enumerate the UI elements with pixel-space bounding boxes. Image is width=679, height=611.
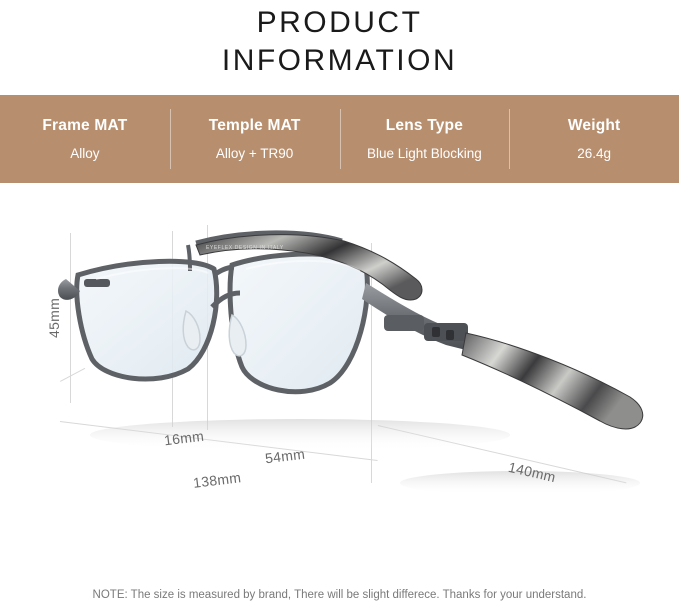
page-title bbox=[0, 0, 679, 79]
spec-cell-temple-mat bbox=[170, 95, 340, 183]
dimension-bridge: 16mm bbox=[163, 427, 205, 449]
dimension-height: 45mm bbox=[46, 297, 62, 338]
footer-note: NOTE: The size is measured by brand, There will be slight differece. Thanks for your understand. bbox=[92, 589, 587, 601]
spec-value: Alloy + TR90 bbox=[215, 146, 294, 161]
dimension-temple-length: 140mm bbox=[506, 458, 558, 486]
spec-label: Temple MAT bbox=[208, 117, 301, 134]
svg-text:EYEFLEX DESIGN IN ITALY: EYEFLEX DESIGN IN ITALY bbox=[206, 245, 284, 251]
spec-cell-weight bbox=[509, 95, 679, 183]
spec-value: Blue Light Blocking bbox=[366, 146, 482, 161]
product-photo-area bbox=[0, 183, 679, 573]
spec-band bbox=[0, 95, 679, 183]
spec-cell-lens-type bbox=[340, 95, 510, 183]
spec-label: Weight bbox=[567, 117, 621, 134]
eyeglasses-product-image bbox=[0, 183, 679, 573]
spec-value: Alloy bbox=[70, 146, 100, 161]
spec-cell-frame-mat bbox=[0, 95, 170, 183]
spec-label: Frame MAT bbox=[42, 117, 128, 134]
spec-label: Lens Type bbox=[385, 117, 464, 134]
dimension-frame-width: 138mm bbox=[192, 469, 242, 491]
page-title-line-1: PRODUCT bbox=[256, 6, 423, 39]
spec-value: 26.4g bbox=[577, 146, 612, 161]
dimension-lens-width: 54mm bbox=[264, 445, 306, 467]
page-title-line-2: INFORMATION bbox=[221, 43, 458, 77]
